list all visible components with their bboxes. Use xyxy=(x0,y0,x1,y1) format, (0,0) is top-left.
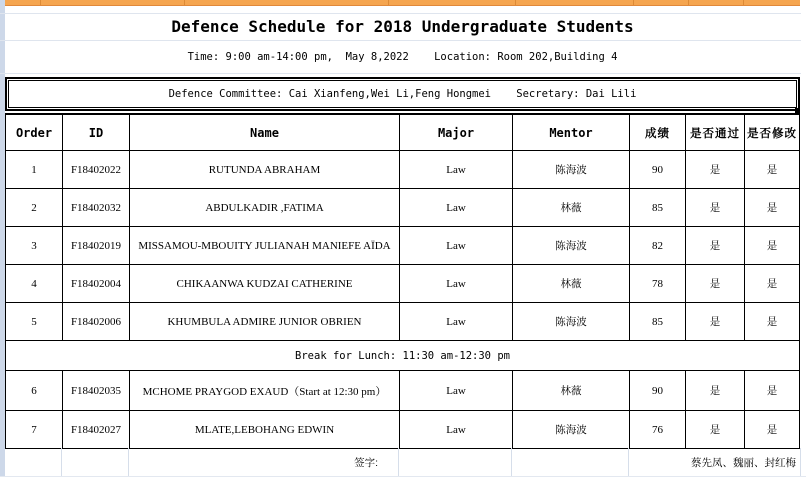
cell-name[interactable]: MISSAMOU-MBOUITY JULIANAH MANIEFE AÏDA xyxy=(130,227,400,265)
cell-order[interactable]: 2 xyxy=(6,189,63,227)
cell-id[interactable]: F18402022 xyxy=(63,151,130,189)
cell-order[interactable]: 1 xyxy=(6,151,63,189)
cell-major[interactable]: Law xyxy=(400,371,513,411)
cell-revise[interactable]: 是 xyxy=(745,371,799,411)
committee-cell[interactable]: Defence Committee: Cai Xianfeng,Wei Li,Feng Hongmei Secretary: Dai Lili xyxy=(5,77,800,111)
cell-name[interactable]: ABDULKADIR ,FATIMA xyxy=(130,189,400,227)
signature-row xyxy=(5,448,800,476)
cell-mentor[interactable]: 林薇 xyxy=(513,265,630,303)
cell-id[interactable]: F18402004 xyxy=(63,265,130,303)
cell-grade[interactable]: 90 xyxy=(630,371,686,411)
column-header-major[interactable]: Major xyxy=(400,115,513,151)
cell-pass[interactable]: 是 xyxy=(686,227,745,265)
empty-cell[interactable] xyxy=(62,448,129,476)
cell-id[interactable]: F18402006 xyxy=(63,303,130,341)
cell-revise[interactable]: 是 xyxy=(766,424,778,436)
cell-pass[interactable]: 是 xyxy=(686,189,745,227)
cell-mentor[interactable]: 林薇 xyxy=(513,371,630,411)
column-header-id[interactable]: ID xyxy=(63,115,130,151)
cell-mentor[interactable]: 陈海波 xyxy=(513,151,630,189)
cell-major[interactable]: Law xyxy=(400,151,513,189)
empty-cell[interactable] xyxy=(512,448,629,476)
cell-mentor[interactable]: 陈海波 xyxy=(513,227,630,265)
cell-revise[interactable]: 是 xyxy=(745,227,799,265)
cell-major[interactable]: Law xyxy=(400,411,513,448)
cell-grade[interactable]: 78 xyxy=(630,265,686,303)
top-orange-row xyxy=(5,0,800,6)
cell-name[interactable]: CHIKAANWA KUDZAI CATHERINE xyxy=(130,265,400,303)
cell-id[interactable]: F18402035 xyxy=(63,371,130,411)
cell-pass[interactable]: 是 xyxy=(686,265,745,303)
cell-major[interactable]: Law xyxy=(400,265,513,303)
lunch-break-row[interactable]: Break for Lunch: 11:30 am-12:30 pm xyxy=(6,341,799,371)
cell-divider xyxy=(633,0,634,5)
schedule-table xyxy=(5,113,800,449)
cell-grade[interactable]: 76 xyxy=(630,411,686,448)
cell-id[interactable]: F18402032 xyxy=(63,189,130,227)
cell-mentor[interactable]: 陈海波 xyxy=(513,411,630,448)
column-header-name[interactable]: Name xyxy=(130,115,400,151)
cell-name[interactable]: KHUMBULA ADMIRE JUNIOR OBRIEN xyxy=(130,303,400,341)
cell-divider xyxy=(40,0,41,5)
cell-major[interactable]: Law xyxy=(400,189,513,227)
cell-divider xyxy=(184,0,185,5)
cell-grade[interactable]: 85 xyxy=(630,303,686,341)
time-location-cell[interactable]: Time: 9:00 am-14:00 pm, May 8,2022 Location: Room 202,Building 4 xyxy=(187,50,618,63)
cell-order[interactable]: 5 xyxy=(6,303,63,341)
cell-divider xyxy=(688,0,689,5)
cell-mentor[interactable]: 陈海波 xyxy=(513,303,630,341)
cell-divider xyxy=(743,0,744,5)
cell-revise[interactable]: 是 xyxy=(745,303,799,341)
cell-name[interactable]: MCHOME PRAYGOD EXAUD（Start at 12:30 pm） xyxy=(130,371,400,411)
cell-name[interactable]: MLATE,LEBOHANG EDWIN xyxy=(130,411,400,448)
cell-name[interactable]: RUTUNDA ABRAHAM xyxy=(130,151,400,189)
cell-mentor[interactable]: 林薇 xyxy=(513,189,630,227)
empty-cell[interactable] xyxy=(5,448,62,476)
cell-id[interactable]: F18402027 xyxy=(63,411,130,448)
cell-pass[interactable]: 是 xyxy=(686,371,745,411)
cell-grade[interactable]: 82 xyxy=(630,227,686,265)
gridline xyxy=(800,448,801,477)
cell-order[interactable]: 6 xyxy=(6,371,63,411)
cell-pass[interactable]: 是 xyxy=(686,411,745,448)
empty-cell[interactable] xyxy=(399,448,512,476)
column-header-pass[interactable]: 是否通过 xyxy=(686,115,745,151)
cell-pass[interactable]: 是 xyxy=(686,151,745,189)
page-title[interactable]: Defence Schedule for 2018 Undergraduate Students xyxy=(171,17,634,36)
cell-grade[interactable]: 90 xyxy=(630,151,686,189)
column-header-revise[interactable]: 是否修改 xyxy=(745,115,799,151)
cell-major[interactable]: Law xyxy=(400,303,513,341)
cell-revise[interactable]: 是 xyxy=(745,189,799,227)
cell-pass[interactable]: 是 xyxy=(686,303,745,341)
gridline xyxy=(0,73,801,74)
cell-order[interactable]: 3 xyxy=(6,227,63,265)
signature-label-cell[interactable]: 签字: xyxy=(129,448,399,476)
cell-revise[interactable]: 是 xyxy=(745,265,799,303)
cell-order[interactable]: 7 xyxy=(6,411,63,448)
cell-order[interactable]: 4 xyxy=(6,265,63,303)
column-header-order[interactable]: Order xyxy=(6,115,63,151)
cell-divider xyxy=(388,0,389,5)
cell-major[interactable]: Law xyxy=(400,227,513,265)
cell-revise[interactable]: 是 xyxy=(745,151,799,189)
cell-id[interactable]: F18402019 xyxy=(63,227,130,265)
column-header-grade[interactable]: 成绩 xyxy=(630,115,686,151)
column-header-mentor[interactable]: Mentor xyxy=(513,115,630,151)
committee-signatures-cell[interactable]: 蔡先凤、魏丽、封红梅 xyxy=(691,456,796,469)
cell-grade[interactable]: 85 xyxy=(630,189,686,227)
cell-divider xyxy=(515,0,516,5)
